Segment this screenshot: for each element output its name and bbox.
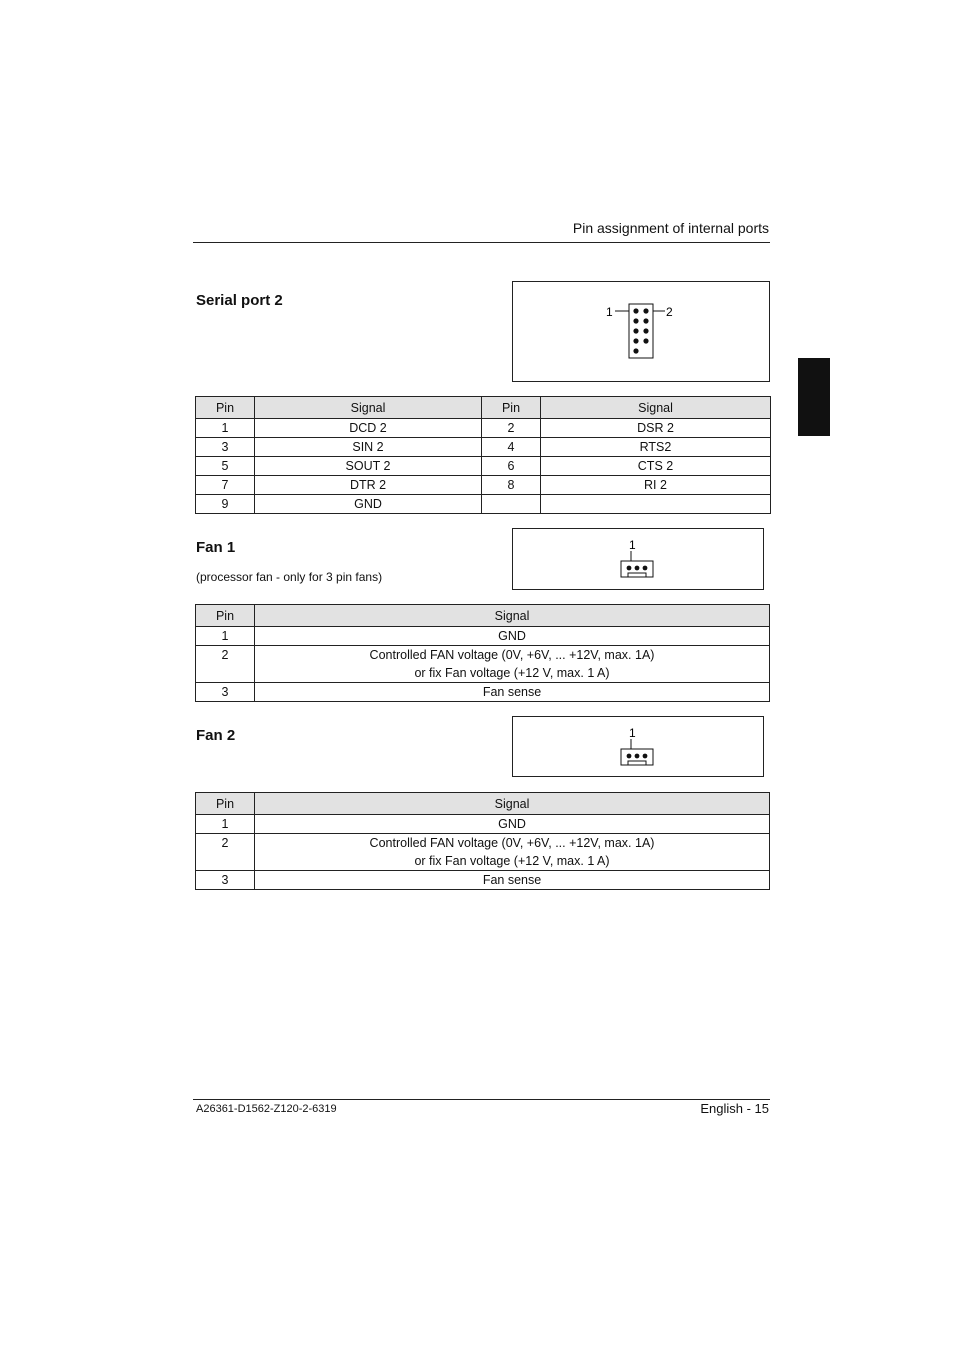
table-cell: 2 [196,834,255,871]
serial-pin2-label: 2 [666,305,673,319]
fan1-title: Fan 1 [196,539,236,556]
table-cell: DTR 2 [255,476,482,495]
fan1-diagram [512,528,764,590]
serial-port-title: Serial port 2 [196,292,283,309]
column-header: Signal [255,397,482,419]
column-header: Pin [196,605,255,627]
serial-connector-icon [513,282,769,381]
column-header: Signal [541,397,771,419]
column-header: Pin [482,397,541,419]
running-header: Pin assignment of internal ports [572,220,769,236]
table-cell: 6 [482,457,541,476]
table-row [196,834,770,871]
table-cell: 2 [196,646,255,683]
table-cell: 1 [196,815,255,834]
table-cell: 1 [196,419,255,438]
column-header: Signal [255,605,770,627]
table-cell: GND [255,815,770,834]
table-cell [255,834,770,871]
signal-line: or fix Fan voltage (+12 V, max. 1 A) [414,854,610,868]
table-header-row [196,605,770,627]
table-cell [541,495,771,514]
table-cell: SIN 2 [255,438,482,457]
signal-line: Controlled FAN voltage (0V, +6V, ... +12V, max. 1A) [369,648,655,662]
table-header-row [196,397,771,419]
fan2-title: Fan 2 [196,727,236,744]
table-cell: 8 [482,476,541,495]
footer-rule [193,1099,770,1100]
table-cell: SOUT 2 [255,457,482,476]
signal-line: Controlled FAN voltage (0V, +6V, ... +12V, max. 1A) [369,836,655,850]
table-row [196,438,771,457]
table-cell: RI 2 [541,476,771,495]
table-cell: 5 [196,457,255,476]
table-cell [255,646,770,683]
table-row [196,419,771,438]
table-cell: DSR 2 [541,419,771,438]
table-cell: 9 [196,495,255,514]
fan2-table [195,792,770,890]
signal-line: or fix Fan voltage (+12 V, max. 1 A) [414,666,610,680]
column-header: Signal [255,793,770,815]
table-cell: 4 [482,438,541,457]
fan1-table [195,604,770,702]
table-cell: Fan sense [255,871,770,890]
fan-connector-icon [513,717,763,776]
table-row [196,646,770,683]
table-cell: GND [255,627,770,646]
page-number: English - 15 [700,1101,769,1116]
table-cell: 1 [196,627,255,646]
table-cell: DCD 2 [255,419,482,438]
table-cell: 2 [482,419,541,438]
table-cell: 3 [196,438,255,457]
table-row [196,476,771,495]
fan1-pin1-label: 1 [629,538,636,552]
table-row [196,871,770,890]
column-header: Pin [196,397,255,419]
table-cell: Fan sense [255,683,770,702]
doc-number: A26361-D1562-Z120-2-6319 [196,1103,337,1115]
table-row [196,627,770,646]
serial-port-diagram [512,281,770,382]
table-cell: RTS2 [541,438,771,457]
serial-port-table [195,396,771,514]
table-header-row [196,793,770,815]
table-row [196,815,770,834]
table-cell: 3 [196,683,255,702]
column-header: Pin [196,793,255,815]
table-cell [482,495,541,514]
fan1-note: (processor fan - only for 3 pin fans) [196,570,383,584]
table-cell: CTS 2 [541,457,771,476]
fan2-diagram [512,716,764,777]
fan-connector-icon [513,529,763,589]
table-cell: 3 [196,871,255,890]
table-cell: GND [255,495,482,514]
table-row [196,683,770,702]
header-rule [193,242,770,243]
table-row [196,457,771,476]
chapter-thumb-tab [798,358,830,436]
serial-pin1-label: 1 [606,305,613,319]
table-row [196,495,771,514]
fan2-pin1-label: 1 [629,726,636,740]
table-cell: 7 [196,476,255,495]
